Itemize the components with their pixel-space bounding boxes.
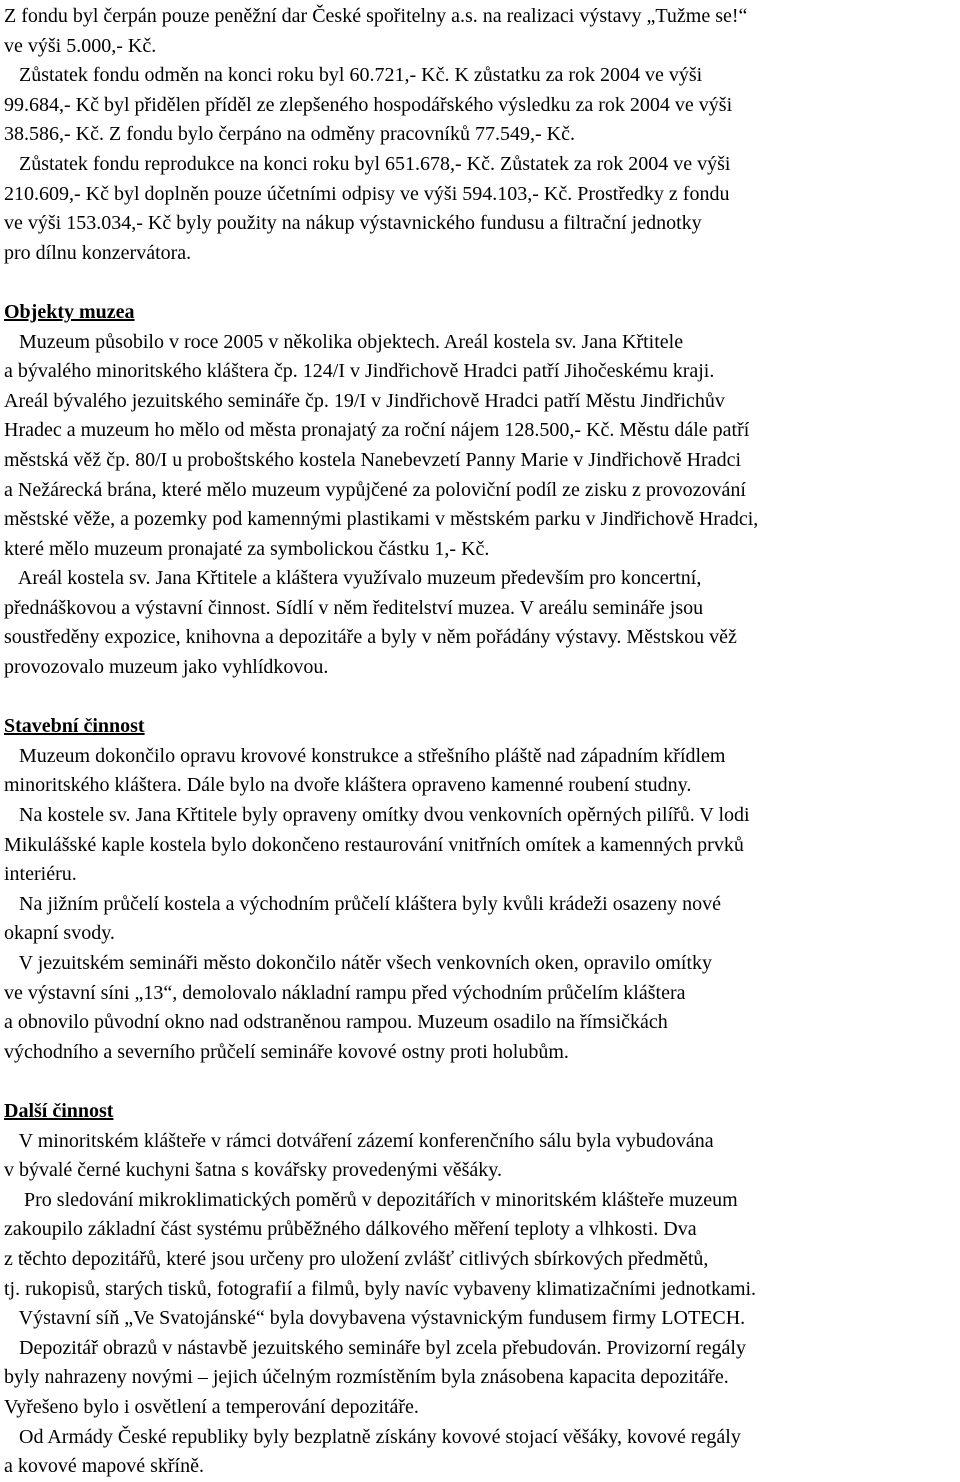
text-line: přednáškovou a výstavní činnost. Sídlí v něm ředitelství muzea. V areálu semináře jsou bbox=[4, 596, 704, 619]
text-line: Vyřešeno bylo i osvětlení a temperování depozitáře. bbox=[4, 1395, 419, 1418]
text-line: ve výstavní síni „13“, demolovalo nákladní rampu před východním průčelím kláštera bbox=[4, 981, 686, 1004]
text-line: v bývalé černé kuchyni šatna s kovářsky provedenými věšáky. bbox=[4, 1159, 502, 1182]
text-line: Mikulášské kaple kostela bylo dokončeno restaurování vnitřních omítek a kamenných prvků bbox=[4, 833, 744, 856]
document-page bbox=[4, 2, 954, 1482]
text-line: Na kostele sv. Jana Křtitele byly opraveny omítky dvou venkovních opěrných pilířů. V lodi bbox=[4, 804, 750, 827]
text-line: tj. rukopisů, starých tisků, fotografií a filmů, byly navíc vybaveny klimatizačními jednotkami. bbox=[4, 1277, 757, 1300]
text-line: 210.609,- Kč byl doplněn pouze účetními odpisy ve výši 594.103,- Kč. Prostředky z fondu bbox=[4, 182, 730, 205]
text-line: Hradec a muzeum ho mělo od města pronajatý za roční nájem 128.500,- Kč. Městu dále patří bbox=[4, 419, 750, 442]
text-line: Depozitář obrazů v nástavbě jezuitského semináře byl zcela přebudován. Provizorní regály bbox=[4, 1336, 746, 1359]
text-line: Z fondu byl čerpán pouze peněžní dar České spořitelny a.s. na realizaci výstavy „Tužme se!“ bbox=[4, 5, 748, 27]
section-heading: Další činnost bbox=[4, 1099, 114, 1122]
text-line: provozovalo muzeum jako vyhlídkovou. bbox=[4, 656, 329, 679]
text-line: které mělo muzeum pronajaté za symbolickou částku 1,- Kč. bbox=[4, 537, 490, 560]
text-line: okapní svody. bbox=[4, 922, 115, 945]
text-line: z těchto depozitářů, které jsou určeny pro uložení zvlášť citlivých sbírkových předmětů, bbox=[4, 1247, 709, 1270]
text-line: 99.684,- Kč byl přidělen příděl ze zlepšeného hospodářského výsledku za rok 2004 ve výši bbox=[4, 93, 733, 116]
text-line: a kovové mapové skříně. bbox=[4, 1455, 204, 1478]
text-line: Muzeum působilo v roce 2005 v několika objektech. Areál kostela sv. Jana Křtitele bbox=[4, 330, 684, 353]
text-line: městská věž čp. 80/I u proboštského kostela Nanebevzetí Panny Marie v Jindřichově Hradci bbox=[4, 448, 742, 471]
text-line: zakoupilo základní část systému průběžného dálkového měření teploty a vlhkosti. Dva bbox=[4, 1218, 697, 1241]
text-line: minoritského kláštera. Dále bylo na dvoře kláštera opraveno kamenné roubení studny. bbox=[4, 774, 692, 797]
section-objekty-muzea bbox=[4, 298, 954, 683]
section-heading: Stavební činnost bbox=[4, 715, 145, 738]
text-line: a Nežárecká brána, které mělo muzeum vypůjčené za poloviční podíl ze zisku z provozování bbox=[4, 478, 746, 501]
text-line: pro dílnu konzervátora. bbox=[4, 241, 192, 264]
text-line: městské věže, a pozemky pod kamennými plastikami v městském parku v Jindřichově Hradci, bbox=[4, 508, 759, 531]
text-line: 38.586,- Kč. Z fondu bylo čerpáno na odměny pracovníků 77.549,- Kč. bbox=[4, 123, 575, 146]
text-line: Od Armády České republiky byly bezplatně získány kovové stojací věšáky, kovové regály bbox=[4, 1425, 741, 1448]
text-line: interiéru. bbox=[4, 863, 77, 886]
text-line: východního a severního průčelí semináře kovové ostny proti holubům. bbox=[4, 1040, 569, 1063]
section-heading: Objekty muzea bbox=[4, 300, 135, 323]
text-line: Pro sledování mikroklimatických poměrů v depozitářích v minoritském klášteře muzeum bbox=[4, 1188, 738, 1211]
text-line: Výstavní síň „Ve Svatojánské“ byla dovybavena výstavnickým fundusem firmy LOTECH. bbox=[4, 1307, 746, 1330]
text-line: Zůstatek fondu reprodukce na konci roku byl 651.678,- Kč. Zůstatek za rok 2004 ve výši bbox=[4, 152, 731, 175]
section-stavebni-cinnost bbox=[4, 712, 954, 1067]
section-gap bbox=[4, 683, 954, 713]
text-line: a bývalého minoritského kláštera čp. 124/I v Jindřichově Hradci patří Jihočeskému kraji. bbox=[4, 360, 715, 383]
text-line: a obnovilo původní okno nad odstraněnou rampou. Muzeum osadilo na římsičkách bbox=[4, 1011, 668, 1034]
section-gap bbox=[4, 1067, 954, 1097]
text-line: Zůstatek fondu odměn na konci roku byl 60.721,- Kč. K zůstatku za rok 2004 ve výši bbox=[4, 64, 703, 87]
text-line: byly nahrazeny novými – jejich účelným rozmístěním byla znásobena kapacita depozitáře. bbox=[4, 1366, 729, 1389]
text-line: Areál kostela sv. Jana Křtitele a kláštera využívalo muzeum především pro koncertní, bbox=[4, 567, 702, 590]
text-line: ve výši 153.034,- Kč byly použity na nákup výstavnického fundusu a filtrační jednotky bbox=[4, 212, 702, 235]
text-line: ve výši 5.000,- Kč. bbox=[4, 34, 157, 57]
text-line: V jezuitském semináři město dokončilo nátěr všech venkovních oken, opravilo omítky bbox=[4, 952, 713, 974]
section-gap bbox=[4, 268, 954, 298]
text-line: V minoritském klášteře v rámci dotváření zázemí konferenčního sálu byla vybudována bbox=[4, 1129, 714, 1152]
section-dalsi-cinnost bbox=[4, 1097, 954, 1482]
text-line: Muzeum dokončilo opravu krovové konstrukce a střešního pláště nad západním křídlem bbox=[4, 744, 726, 767]
text-line: soustředěny expozice, knihovna a depozitáře a byly v něm pořádány výstavy. Městskou věž bbox=[4, 626, 737, 649]
text-line: Na jižním průčelí kostela a východním průčelí kláštera byly kvůli krádeži osazeny nové bbox=[4, 892, 721, 915]
fund-paragraphs bbox=[4, 2, 954, 268]
text-line: Areál bývalého jezuitského semináře čp. 19/I v Jindřichově Hradci patří Městu Jindřichův bbox=[4, 389, 725, 412]
